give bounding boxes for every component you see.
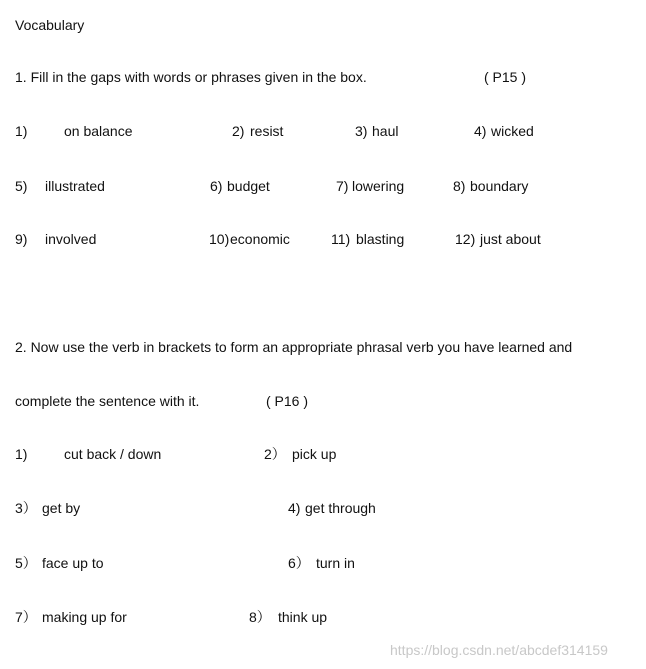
item-number: 2)	[232, 123, 245, 139]
answer-text: face up to	[42, 555, 104, 571]
answer-text: lowering	[352, 178, 405, 194]
answer-text: making up for	[42, 609, 127, 625]
item-number: 2）	[264, 446, 286, 462]
item-number: 1)	[15, 446, 28, 462]
exercise2-instruction-line1: 2. Now use the verb in brackets to form an appropriate phrasal verb you have learned and	[15, 339, 573, 355]
answer-text: resist	[250, 123, 284, 139]
item-number: 3）	[15, 500, 37, 516]
item-number: 10)	[209, 231, 230, 247]
answer-text: boundary	[470, 178, 529, 194]
item-number: 12)	[455, 231, 476, 247]
exercise2-page-ref: ( P16 )	[266, 393, 309, 409]
watermark-url: https://blog.csdn.net/abcdef314159	[390, 642, 608, 658]
answer-text: get through	[305, 500, 376, 516]
item-number: 6)	[210, 178, 223, 194]
item-number: 5）	[15, 555, 37, 571]
item-number: 3)	[355, 123, 368, 139]
exercise1-page-ref: ( P15 )	[484, 69, 527, 85]
answer-text: cut back / down	[64, 446, 162, 462]
item-number: 6）	[288, 555, 310, 571]
item-number: 7）	[15, 609, 37, 625]
item-number: 8)	[453, 178, 466, 194]
item-number: 7)	[336, 178, 349, 194]
item-number: 11)	[331, 231, 351, 247]
answer-text: wicked	[491, 123, 534, 139]
item-number: 5)	[15, 178, 28, 194]
item-number: 8）	[249, 609, 271, 625]
answer-text: on balance	[64, 123, 133, 139]
item-number: 9)	[15, 231, 28, 247]
answer-text: economic	[230, 231, 290, 247]
answer-text: involved	[45, 231, 97, 247]
exercise2-instruction-line2: complete the sentence with it.	[15, 393, 200, 409]
exercise1-instruction: 1. Fill in the gaps with words or phrases given in the box.	[15, 69, 367, 85]
answer-text: think up	[278, 609, 328, 625]
answer-text: budget	[227, 178, 270, 194]
answer-text: illustrated	[45, 178, 105, 194]
section-heading: Vocabulary	[15, 17, 85, 33]
answer-text: turn in	[316, 555, 355, 571]
item-number: 1)	[15, 123, 28, 139]
item-number: 4)	[288, 500, 301, 516]
answer-text: haul	[372, 123, 399, 139]
answer-text: just about	[480, 231, 541, 247]
answer-text: pick up	[292, 446, 337, 462]
answer-text: blasting	[356, 231, 405, 247]
answer-text: get by	[42, 500, 81, 516]
item-number: 4)	[474, 123, 487, 139]
